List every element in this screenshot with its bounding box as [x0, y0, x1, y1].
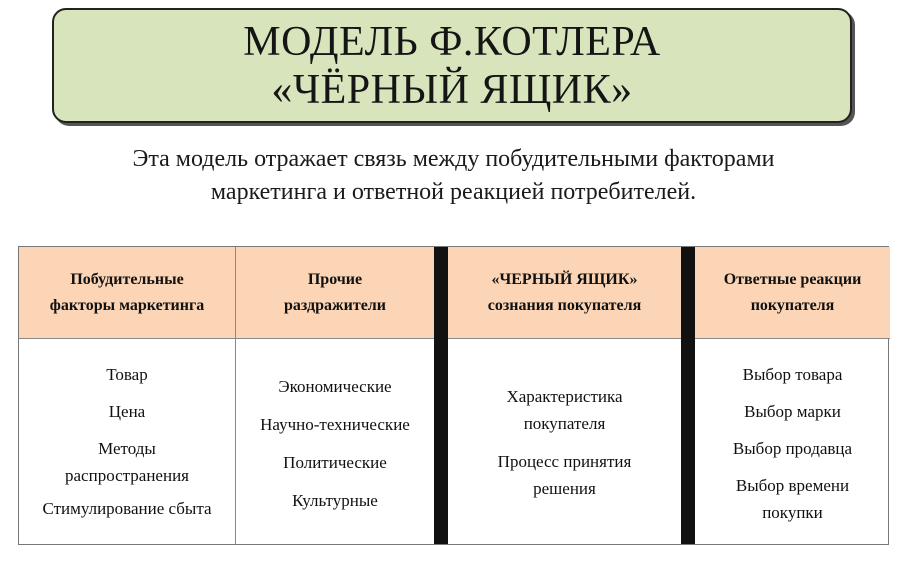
- list-item: Характеристика покупателя: [506, 387, 623, 433]
- list-item: Процесс принятия решения: [497, 452, 632, 498]
- list-item: Научно-технические: [260, 415, 410, 434]
- list-item: Цена: [108, 402, 146, 421]
- list-item: Методы распространения: [65, 439, 189, 485]
- divider-left: [434, 247, 448, 544]
- description-line-1: Эта модель отражает связь между побудительными факторами: [132, 146, 775, 172]
- list-item: Товар: [106, 365, 148, 384]
- title-box: [52, 8, 852, 123]
- header-marketing-factors: Побудительные факторы маркетинга: [19, 247, 236, 339]
- header-buyer-responses: Ответные реакции покупателя: [695, 247, 890, 339]
- col-buyer-responses: [695, 339, 890, 544]
- divider-right: [681, 247, 695, 544]
- title-line-1: МОДЕЛЬ Ф.КОТЛЕРА: [243, 18, 661, 65]
- col-other-stimuli: [236, 339, 434, 544]
- description-line-2: маркетинга и ответной реакцией потребителей.: [210, 179, 697, 205]
- list-item: Стимулирование сбыта: [42, 499, 212, 518]
- list-item: Выбор продавца: [732, 439, 853, 458]
- header-black-box: «ЧЕРНЫЙ ЯЩИК» сознания покупателя: [448, 247, 681, 339]
- list-item: Экономические: [278, 377, 392, 396]
- list-item: Политические: [283, 453, 387, 472]
- list-item: Выбор товара: [742, 365, 843, 384]
- list-item: Выбор марки: [744, 402, 841, 421]
- title-line-2: «ЧЁРНЫЙ ЯЩИК»: [271, 66, 633, 113]
- list-item: Культурные: [292, 491, 378, 510]
- kotler-model-table: [18, 246, 889, 545]
- col-marketing-factors: [19, 339, 236, 544]
- description: [30, 143, 877, 209]
- header-other-stimuli: Прочие раздражители: [236, 247, 434, 339]
- list-item: Выбор времени покупки: [735, 476, 850, 522]
- col-black-box: [448, 339, 681, 544]
